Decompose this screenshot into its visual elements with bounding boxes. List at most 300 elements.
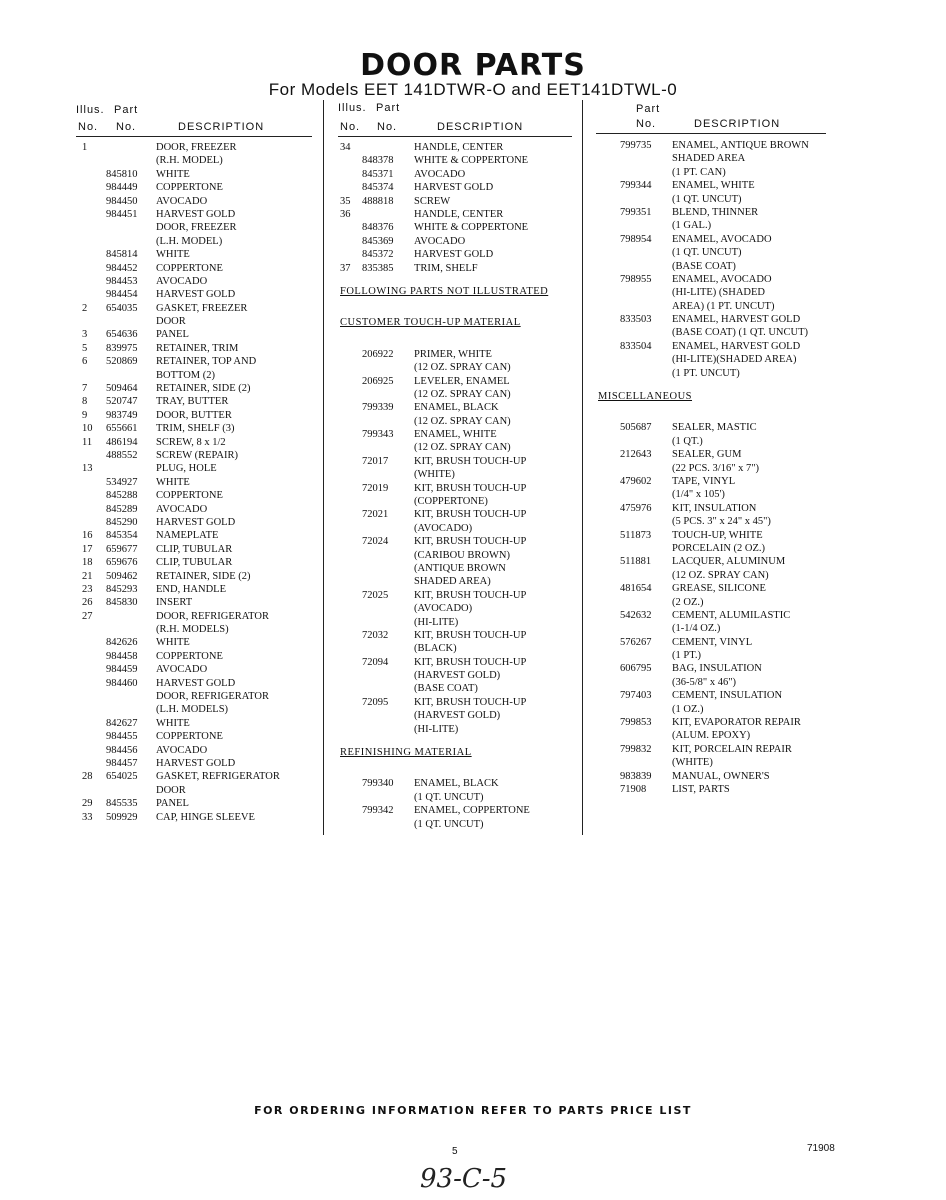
- table-row: [82, 248, 322, 261]
- part-number: 848378: [362, 155, 394, 167]
- description: ENAMEL, BLACK: [414, 778, 499, 790]
- table-row: [340, 669, 580, 682]
- illus-number: [82, 195, 106, 208]
- table-row: [82, 462, 322, 475]
- part-number: 206925: [362, 375, 394, 387]
- part-number: [620, 488, 672, 501]
- description: KIT, BRUSH TOUCH-UP: [414, 589, 527, 601]
- table-row: [82, 369, 322, 382]
- illus-number: [82, 288, 106, 301]
- table-row: [620, 273, 835, 286]
- description: (1 OZ.): [672, 703, 704, 715]
- description: (1 PT. CAN): [672, 166, 726, 178]
- part-number: 654636: [106, 329, 138, 341]
- illus-number: [82, 248, 106, 261]
- part-number: 845288: [106, 490, 138, 502]
- part-number: 511873: [620, 529, 652, 541]
- description: (BASE COAT): [672, 260, 736, 272]
- illus-number: [82, 168, 106, 181]
- table-row: [620, 716, 835, 729]
- table-row: [620, 783, 835, 796]
- table-row: [340, 508, 580, 521]
- description: CEMENT, VINYL: [672, 636, 753, 648]
- illus-number: [82, 369, 106, 382]
- description: (12 OZ. SPRAY CAN): [672, 569, 769, 581]
- table-row: [340, 388, 580, 401]
- part-number: 520747: [106, 396, 138, 408]
- part-number: [362, 818, 414, 831]
- description: (1/4" x 105'): [672, 489, 725, 501]
- description: RETAINER, TRIM: [156, 342, 239, 354]
- table-row: [620, 703, 835, 716]
- part-number: [362, 522, 414, 535]
- description: ENAMEL, WHITE: [414, 429, 497, 441]
- illus-number: [82, 516, 106, 529]
- illus-number: [340, 361, 362, 374]
- illus-number: 34: [340, 142, 351, 153]
- illus-number: 33: [82, 811, 93, 823]
- description: AVOCADO: [414, 168, 466, 180]
- illus-number: [340, 575, 362, 588]
- part-number: 984454: [106, 289, 138, 301]
- description: SCREW, 8 x 1/2: [156, 436, 226, 448]
- table-row: [82, 449, 322, 462]
- table-row: [340, 629, 580, 642]
- spacer: [340, 736, 580, 742]
- description: HARVEST GOLD: [414, 182, 494, 194]
- part-number: [620, 729, 672, 742]
- part-number: [620, 676, 672, 689]
- table-row: [620, 569, 835, 582]
- table-row: [620, 555, 835, 568]
- part-number: [620, 756, 672, 769]
- description: (1 QT. UNCUT): [414, 818, 484, 830]
- table-row: [82, 288, 322, 301]
- table-row: [620, 219, 835, 232]
- table-row: [620, 448, 835, 461]
- description: SEALER, MASTIC: [672, 422, 757, 434]
- table-row: [82, 195, 322, 208]
- table-row: [340, 575, 580, 588]
- part-number: 845535: [106, 798, 138, 810]
- description: ENAMEL, AVOCADO: [672, 233, 772, 245]
- illus-number: 8: [82, 396, 88, 408]
- table-row: [82, 623, 322, 636]
- table-row: [340, 791, 580, 804]
- part-number: 542632: [620, 609, 652, 621]
- col2-part-header: Part: [376, 102, 401, 114]
- description: (1 PT.): [672, 650, 701, 662]
- illus-number: 5: [82, 342, 88, 354]
- illus-number: [340, 154, 362, 167]
- table-row: [620, 462, 835, 475]
- illus-number: 35: [340, 195, 351, 207]
- part-number: [620, 596, 672, 609]
- description: COPPERTONE: [156, 490, 223, 502]
- illus-number: 26: [82, 597, 93, 609]
- part-number: 799343: [362, 429, 394, 441]
- illus-number: 29: [82, 798, 93, 810]
- description: KIT, INSULATION: [672, 502, 757, 514]
- table-row: [82, 663, 322, 676]
- description: AVOCADO: [156, 744, 208, 756]
- table-row: [620, 166, 835, 179]
- description: AVOCADO: [156, 503, 208, 515]
- col2-description-header: DESCRIPTION: [437, 121, 524, 133]
- part-number: 839975: [106, 342, 138, 354]
- part-number: [362, 562, 414, 575]
- col3-part-no-header: No.: [636, 118, 657, 130]
- table-row: [82, 476, 322, 489]
- illus-number: [82, 677, 106, 690]
- part-number: 206922: [362, 348, 394, 360]
- part-number: 984452: [106, 262, 138, 274]
- description: HARVEST GOLD: [156, 208, 236, 220]
- part-number: [106, 369, 156, 382]
- table-row: [340, 535, 580, 548]
- table-row: [82, 690, 322, 703]
- table-row: [340, 549, 580, 562]
- section-refinishing-material: REFINISHING MATERIAL: [340, 747, 472, 759]
- part-number: [362, 441, 414, 454]
- table-row: [620, 756, 835, 769]
- part-number: [620, 622, 672, 635]
- table-row: [620, 743, 835, 756]
- table-row: [340, 455, 580, 468]
- description: WHITE: [156, 168, 190, 180]
- part-number: 71908: [620, 783, 647, 795]
- description: (1 QT. UNCUT): [414, 791, 484, 803]
- table-row: [82, 503, 322, 516]
- illus-number: [82, 154, 106, 167]
- table-row: [340, 348, 580, 361]
- table-row: [620, 286, 835, 299]
- description: AREA) (1 PT. UNCUT): [672, 300, 775, 312]
- column-3-parts-list: [598, 139, 835, 796]
- part-number: [362, 616, 414, 629]
- table-row: [82, 235, 322, 248]
- part-number: [362, 415, 414, 428]
- description: CLIP, TUBULAR: [156, 543, 233, 555]
- table-row: [82, 811, 322, 824]
- table-row: [82, 677, 322, 690]
- illus-number: [340, 562, 362, 575]
- table-row: [620, 139, 835, 152]
- description: WHITE & COPPERTONE: [414, 155, 529, 167]
- part-number: [620, 367, 672, 380]
- description: DOOR: [156, 784, 186, 796]
- part-number: 984450: [106, 195, 138, 207]
- table-row: [620, 475, 835, 488]
- description: BOTTOM (2): [156, 369, 216, 381]
- section-miscellaneous: MISCELLANEOUS: [598, 391, 693, 403]
- part-number: 984453: [106, 275, 138, 287]
- description: (1 GAL.): [672, 220, 712, 232]
- part-number: 984451: [106, 208, 138, 220]
- col2-part-no-header: No.: [377, 121, 398, 133]
- description: AVOCADO: [156, 664, 208, 676]
- table-row: [620, 729, 835, 742]
- part-number: 72021: [362, 509, 389, 521]
- description: (1 PT. UNCUT): [672, 367, 740, 379]
- illus-number: [340, 248, 362, 261]
- description: SHADED AREA): [414, 576, 491, 588]
- table-row: [340, 248, 580, 261]
- illus-number: [340, 388, 362, 401]
- table-row: [82, 436, 322, 449]
- description: WHITE & COPPERTONE: [414, 222, 529, 234]
- table-row: [82, 596, 322, 609]
- part-number: 654025: [106, 771, 138, 783]
- description: KIT, BRUSH TOUCH-UP: [414, 536, 527, 548]
- illus-number: 7: [82, 383, 88, 395]
- table-row: [620, 662, 835, 675]
- part-number: [362, 723, 414, 736]
- illus-number: [340, 656, 362, 669]
- table-row: [82, 422, 322, 435]
- description: ENAMEL, HARVEST GOLD: [672, 340, 801, 352]
- description: PLUG, HOLE: [156, 463, 217, 475]
- description: (AVOCADO): [414, 522, 473, 534]
- description: ENAMEL, AVOCADO: [672, 273, 772, 285]
- description: (CARIBOU BROWN): [414, 549, 510, 561]
- description: COPPERTONE: [156, 731, 223, 743]
- table-row: [620, 152, 835, 165]
- table-row: [620, 649, 835, 662]
- table-row: [340, 468, 580, 481]
- part-number: 845371: [362, 168, 394, 180]
- part-number: 845830: [106, 597, 138, 609]
- description: (5 PCS. 3" x 24" x 45"): [672, 516, 771, 528]
- description: COPPERTONE: [156, 182, 223, 194]
- col1-illus-no-header: No.: [78, 121, 99, 133]
- description: TRIM, SHELF: [414, 262, 478, 274]
- part-number: 799853: [620, 717, 652, 729]
- table-row: [340, 235, 580, 248]
- description: (12 OZ. SPRAY CAN): [414, 362, 511, 374]
- table-row: [340, 723, 580, 736]
- illus-number: [340, 804, 362, 817]
- description: (BASE COAT): [414, 683, 478, 695]
- table-row: [82, 154, 322, 167]
- part-number: 486194: [106, 436, 138, 448]
- col1-header-rule: [76, 136, 312, 137]
- part-number: 845814: [106, 249, 138, 261]
- illus-number: 9: [82, 409, 88, 421]
- illus-number: [340, 549, 362, 562]
- description: (ANTIQUE BROWN: [414, 562, 506, 574]
- part-number: 72032: [362, 629, 389, 641]
- part-number: 797403: [620, 690, 652, 702]
- description: MANUAL, OWNER'S: [672, 770, 770, 782]
- illus-number: [340, 616, 362, 629]
- part-number: 509462: [106, 570, 138, 582]
- illus-number: 27: [82, 610, 93, 622]
- table-row: [620, 609, 835, 622]
- part-number: [362, 669, 414, 682]
- part-number: [362, 208, 414, 221]
- description: WHITE: [156, 476, 190, 488]
- table-row: [620, 260, 835, 273]
- column-divider-right: [582, 100, 583, 835]
- table-row: [340, 141, 580, 154]
- description: KIT, BRUSH TOUCH-UP: [414, 696, 527, 708]
- illus-number: [82, 315, 106, 328]
- illus-number: [82, 730, 106, 743]
- part-number: 479602: [620, 476, 652, 487]
- table-row: [340, 401, 580, 414]
- table-row: [82, 409, 322, 422]
- table-row: [620, 353, 835, 366]
- part-number: [362, 791, 414, 804]
- description: CEMENT, ALUMILASTIC: [672, 609, 791, 621]
- description: (L.H. MODELS): [156, 704, 229, 716]
- table-row: [340, 181, 580, 194]
- part-number: 984460: [106, 677, 138, 689]
- description: TRIM, SHELF (3): [156, 423, 235, 435]
- description: ENAMEL, HARVEST GOLD: [672, 314, 801, 326]
- description: LACQUER, ALUMINUM: [672, 556, 786, 568]
- table-row: [340, 522, 580, 535]
- part-number: 845290: [106, 516, 138, 528]
- part-number: 983839: [620, 770, 652, 782]
- description: LEVELER, ENAMEL: [414, 375, 510, 387]
- part-number: [362, 388, 414, 401]
- description: (ALUM. EPOXY): [672, 730, 751, 742]
- table-row: [82, 784, 322, 797]
- description: (BASE COAT) (1 QT. UNCUT): [672, 327, 809, 339]
- illus-number: [82, 208, 106, 221]
- illus-number: [340, 441, 362, 454]
- illus-number: [340, 723, 362, 736]
- illus-number: [340, 235, 362, 248]
- illus-number: [340, 468, 362, 481]
- table-row: [82, 797, 322, 810]
- description: PANEL: [156, 329, 189, 341]
- part-number: 845374: [362, 182, 394, 194]
- col3-description-header: DESCRIPTION: [694, 118, 781, 130]
- part-number: [362, 549, 414, 562]
- illus-number: 11: [82, 436, 93, 448]
- part-number: 833504: [620, 340, 652, 352]
- table-row: [82, 583, 322, 596]
- description: ENAMEL, WHITE: [672, 180, 755, 192]
- part-number: [620, 219, 672, 232]
- part-number: 606795: [620, 663, 652, 675]
- illus-number: [82, 181, 106, 194]
- part-number: [362, 141, 414, 154]
- part-number: 845372: [362, 249, 394, 261]
- table-row: [340, 428, 580, 441]
- part-number: 984449: [106, 182, 138, 194]
- description: SCREW (REPAIR): [156, 449, 238, 461]
- part-number: [106, 784, 156, 797]
- description: (COPPERTONE): [414, 496, 488, 508]
- illus-number: 28: [82, 771, 93, 783]
- part-number: 654035: [106, 302, 138, 314]
- illus-number: [82, 221, 106, 234]
- part-number: [106, 623, 156, 636]
- illus-number: [82, 275, 106, 288]
- illus-number: [340, 428, 362, 441]
- illus-number: [340, 415, 362, 428]
- illus-number: [340, 168, 362, 181]
- col3-header-rule: [596, 133, 826, 134]
- description: DOOR, FREEZER: [156, 142, 237, 153]
- table-row: [340, 602, 580, 615]
- table-row: [620, 233, 835, 246]
- part-number: [620, 649, 672, 662]
- table-row: [620, 488, 835, 501]
- col2-header-rule: [338, 136, 572, 137]
- illus-number: [340, 482, 362, 495]
- table-row: [82, 342, 322, 355]
- description: PORCELAIN (2 OZ.): [672, 542, 766, 554]
- column-1-parts-list: [82, 141, 322, 824]
- col1-part-no-header: No.: [116, 121, 137, 133]
- part-number: 984459: [106, 664, 138, 676]
- col1-description-header: DESCRIPTION: [178, 121, 265, 133]
- table-row: [82, 208, 322, 221]
- part-number: [106, 462, 156, 475]
- part-number: 509464: [106, 383, 138, 395]
- description: GASKET, REFRIGERATOR: [156, 771, 280, 783]
- description: (HI-LITE): [414, 723, 459, 735]
- illus-number: [340, 181, 362, 194]
- part-number: [362, 682, 414, 695]
- illus-number: [82, 623, 106, 636]
- column-divider-left: [323, 100, 324, 835]
- illus-number: [82, 663, 106, 676]
- table-row: [82, 610, 322, 623]
- part-number: 842627: [106, 717, 138, 729]
- part-number: [620, 569, 672, 582]
- part-number: [620, 462, 672, 475]
- part-number: 576267: [620, 636, 652, 648]
- description: (2 OZ.): [672, 596, 704, 608]
- table-row: [340, 361, 580, 374]
- table-row: [340, 818, 580, 831]
- table-row: [82, 556, 322, 569]
- illus-number: [82, 636, 106, 649]
- part-number: 72019: [362, 482, 389, 494]
- illus-number: [340, 221, 362, 234]
- part-number: 984458: [106, 650, 138, 662]
- part-number: 509929: [106, 811, 138, 823]
- illus-number: [340, 642, 362, 655]
- part-number: [362, 468, 414, 481]
- description: KIT, PORCELAIN REPAIR: [672, 743, 792, 755]
- part-number: [362, 602, 414, 615]
- table-row: [340, 589, 580, 602]
- part-number: [620, 435, 672, 448]
- table-row: [620, 206, 835, 219]
- table-row: [82, 650, 322, 663]
- part-number: 799342: [362, 805, 394, 817]
- illus-number: [340, 455, 362, 468]
- part-number: 848376: [362, 222, 394, 234]
- description: (L.H. MODEL): [156, 235, 223, 247]
- description: (HI-LITE)(SHADED AREA): [672, 354, 797, 366]
- part-number: [362, 575, 414, 588]
- table-row: [82, 543, 322, 556]
- description: DOOR, BUTTER: [156, 409, 232, 421]
- description: AVOCADO: [156, 195, 208, 207]
- table-row: [82, 328, 322, 341]
- description: (AVOCADO): [414, 603, 473, 615]
- part-number: 845810: [106, 168, 138, 180]
- col1-part-header: Part: [114, 104, 139, 116]
